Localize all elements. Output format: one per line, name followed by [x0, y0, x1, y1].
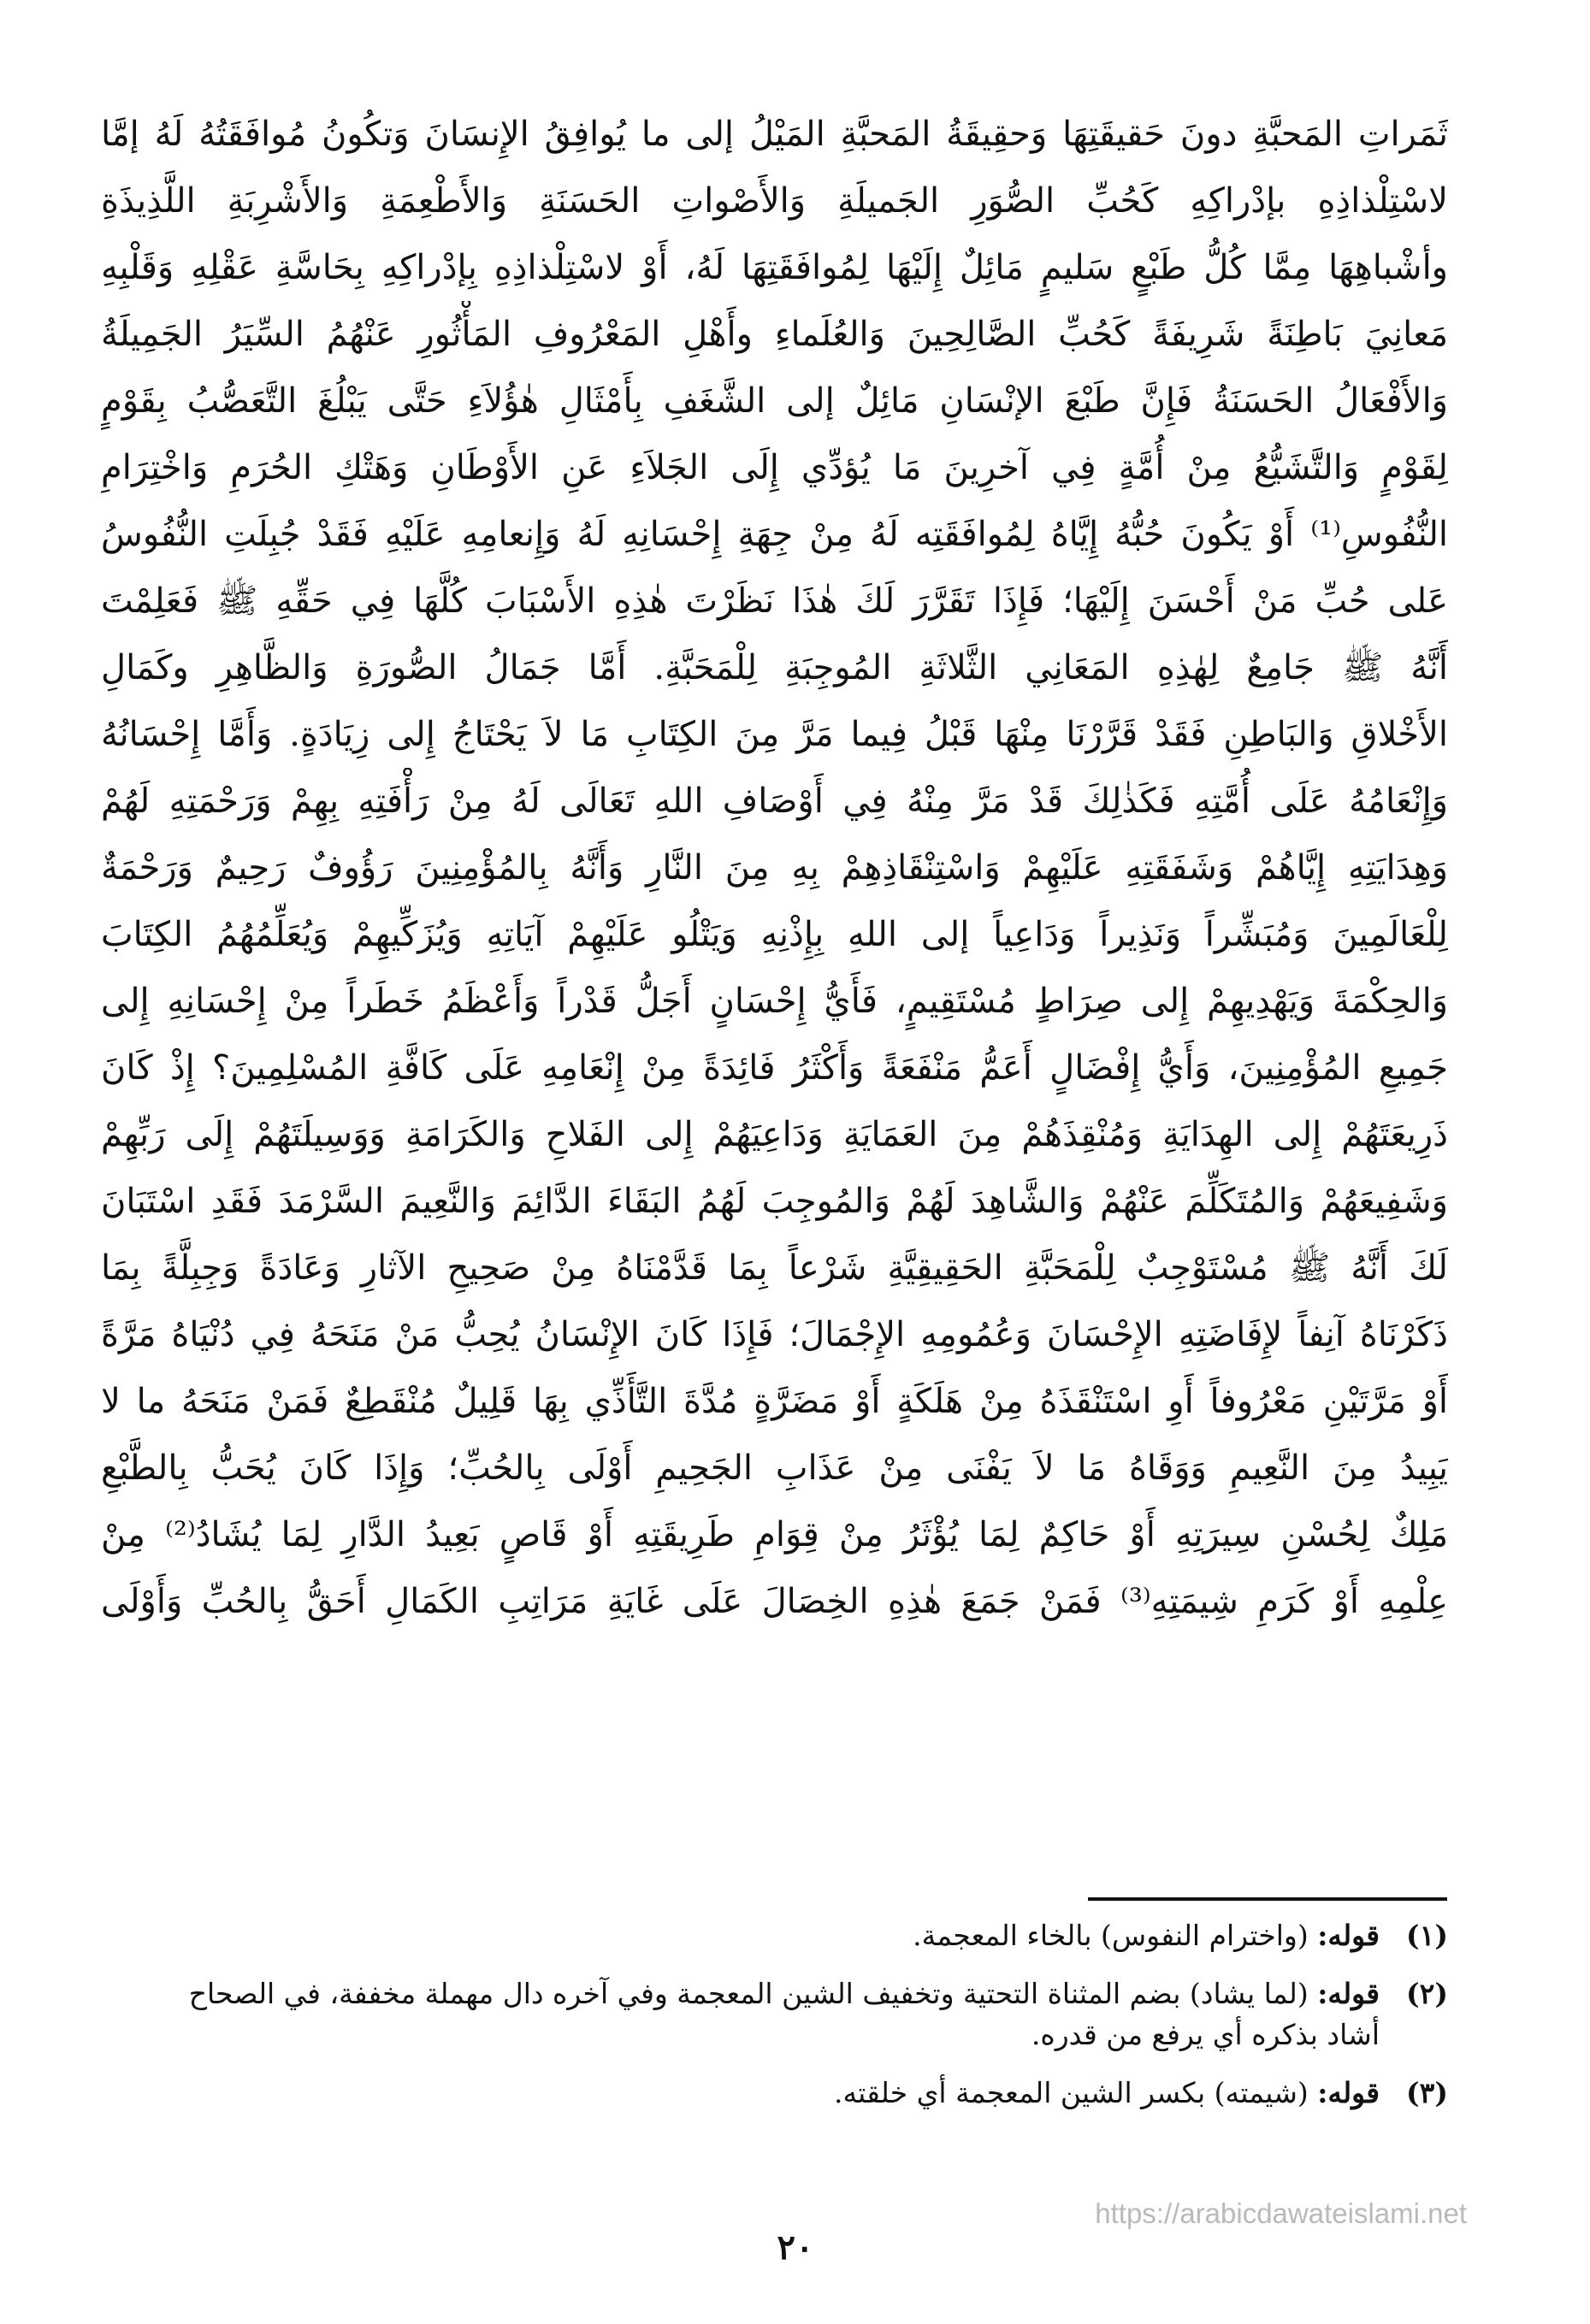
text-line: وَإِنْعَامُهُ عَلَى أُمَّتِهِ فَكَذٰلِكَ قَدْ مَرَّ مِنْهُ فِي أَوْصَافِ اللهِ تَعَالَى لَهُ مِنْ رَأْفَتِهِ بِهِمْ وَرَحْمَتِهِ لَهُمْ: [101, 782, 1448, 821]
footnote-2: [101, 1973, 1448, 2056]
text-line: لَكَ أَنَّهُ ﷺ مُسْتَوْجِبٌ لِلْمَحَبَّةِ الحَقِيقِيَّةِ شَرْعاً بِمَا قَدَّمْنَاهُ مِنْ صَحِيحِ الآثارِ وَعَادَةً وَجِبِلَّةً بِمَا: [101, 1248, 1448, 1288]
footnote-3: [101, 2073, 1448, 2114]
footnote-divider: [1088, 1897, 1447, 1901]
footnote-line: أشاد بذكره أي يرفع من قدره.: [1031, 2018, 1380, 2051]
text-line: لاسْتِلْذاذِهِ بإدْراكِهِ كَحُبِّ الصُّوَرِ الجَميلَةِ وَالأَصْواتِ الحَسَنَةِ وَالأَطْعِمَةِ وَالأَشْرِبَةِ اللَّذِيذَةِ: [101, 181, 1448, 221]
watermark-url: https://arabicdawateislami.net: [1095, 2197, 1467, 2229]
text-line: عِلْمِهِ أَوْ كَرَمِ شِيمَتِهِ⁽³⁾ فَمَنْ جَمَعَ هٰذِهِ الخِصَالَ عَلَى غَايَةِ مَرَاتِبِ الكَمَالِ أَحَقُّ بِالحُبِّ وَأَوْلَى: [101, 1582, 1448, 1621]
main-text-block: [101, 101, 1448, 1635]
text-line: ثَمَراتِ المَحبَّةِ دونَ حَقيقَتِهَا وَحقِيقَةُ المَحبَّةِ المَيْلُ إلى ما يُوافِقُ الإِنسَانَ وَتكُونُ مُوافَقَتُهُ لَهُ إمَّا: [101, 115, 1448, 154]
footnote-text: (شيمته) بكسر الشين المعجمة أي خلقته.: [833, 2076, 1309, 2109]
text-line: مَعانِيَ بَاطِنَةً شَرِيفَةً كَحُبِّ الصَّالِحِينَ وَالعُلَماءِ وأَهْلِ المَعْرُوفِ المَأْثُورِ عَنْهُمُ السِّيَرُ الجَمِيلَةُ: [101, 315, 1448, 354]
footnote-number: (٢): [1406, 1977, 1448, 2010]
text-line: لِقَوْمٍ وَالتَّشَيُّعُ مِنْ أُمَّةٍ فِي آخرِينَ مَا يُؤدِّي إِلَى الجَلاَءِ عَنِ الأَوْطَانِ وَهَتْكِ الحُرَمِ وَاخْتِرَامِ: [101, 448, 1448, 487]
footnote-lead: قوله:: [1317, 2076, 1380, 2109]
footnote-line: [101, 1973, 1380, 2014]
text-line: لِلْعَالَمِينَ وَمُبَشِّراً وَنَذِيراً وَدَاعِياً إلى اللهِ بِإِذْنِهِ وَيَتْلُو عَلَيْهِمْ آيَاتِهِ وَيُزَكِّيهِمْ وَيُعَلِّمُهُمُ الكِتَابَ: [101, 915, 1448, 954]
text-line: جَمِيعِ المُؤْمِنِينَ، وَأَيُّ إِفْضَالٍ أَعَمُّ مَنْفَعَةً وَأَكْثَرُ فَائِدَةً مِنْ إِنْعَامِهِ عَلَى كَافَّةِ المُسْلِمِينَ؟ إِذْ كَانَ: [101, 1048, 1448, 1088]
footnote-lead: قوله:: [1317, 1977, 1380, 2010]
footnote-number: (٣): [1406, 2076, 1448, 2109]
text-line: وأشْباهِهَا مِمَّا كُلُّ طَبْعٍ سَليمٍ مَائِلٌ إِلَيْهَا لِمُوافَقَتِهَا لَهُ، أَوْ لاسْتِلْذاذِهِ بِإدْراكِهِ بِحَاسَّةِ عَقْلِهِ وَقَلْبِهِ: [101, 248, 1448, 287]
page-number: ٢٠: [777, 2227, 814, 2268]
text-line: ذَكَرْنَاهُ آنِفاً لإِفَاضَتِهِ الإِحْسَانَ وَعُمُومِهِ الإِجْمَالَ؛ فَإِذَا كَانَ الإِنْسَانُ يُحِبُّ مَنْ مَنَحَهُ فِي دُنْيَاهُ مَرَّةً: [101, 1315, 1448, 1354]
footnote-line: [101, 2073, 1380, 2114]
text-line: النُّفُوسِ⁽¹⁾ أَوْ يَكُونَ حُبُّهُ إِيَّاهُ لِمُوافَقَتِه لَهُ مِنْ جِهَةِ إِحْسَانِهِ لَهُ وَإِنعامِهِ عَلَيْهِ فَقَدْ جُبِلَتِ النُّفُوسُ: [101, 515, 1448, 554]
footnote-text: (واخترام النفوس) بالخاء المعجمة.: [913, 1919, 1309, 1952]
text-line: وَشَفِيعَهُمْ وَالمُتَكَلِّمَ عَنْهُمْ وَالشَّاهِدَ لَهُمْ وَالمُوجِبَ لَهُمُ البَقَاءَ الدَّائِمَ وَالنَّعِيمَ السَّرْمَدَ فَقَدِ اسْتَبَانَ: [101, 1182, 1448, 1221]
text-line: وَهِدَايَتِهِ إِيَّاهُمْ وَشَفَقَتِهِ عَلَيْهِمْ وَاسْتِنْقَاذِهِمْ بِهِ مِنَ النَّارِ وَأَنَّهُ بِالمُؤْمِنِينَ رَؤُوفٌ رَحِيمٌ وَرَحْمَةٌ: [101, 848, 1448, 888]
text-line: أَنَّهُ ﷺ جَامِعٌ لِهٰذِهِ المَعَانِي الثَّلاثَةِ المُوجِبَةِ لِلْمَحَبَّةِ. أَمَّا جَمَالُ الصُّورَةِ وَالظَّاهِرِ وكَمَالِ: [101, 648, 1448, 687]
text-line: يَبِيدُ مِنَ النَّعِيمِ وَوَقَاهُ مَا لاَ يَفْنَى مِنْ عَذَابِ الجَحِيمِ أَوْلَى بِالحُبِّ؛ وَإِذَا كَانَ يُحَبُّ بِالطَّبْعِ: [101, 1448, 1448, 1488]
footnote-line: [101, 1915, 1380, 1956]
footnote-1: [101, 1915, 1448, 1956]
footnote-number: (١): [1406, 1919, 1448, 1952]
text-line: وَالأَفْعَالُ الحَسَنَةُ فَإِنَّ طَبْعَ الإنْسَانِ مَائِلٌ إلى الشَّغَفِ بِأَمْثَالِ هٰؤُلاَءِ حَتَّى يَبْلُغَ التَّعَصُّبُ بِقَوْمٍ: [101, 381, 1448, 421]
text-line: الأَخْلاقِ وَالبَاطِنِ فَقَدْ قَرَّرْنَا مِنْهَا قَبْلُ فِيما مَرَّ مِنَ الكِتَابِ مَا لاَ يَحْتَاجُ إِلى زِيَادَةٍ. وَأَمَّا إِحْسَانُهُ: [101, 715, 1448, 754]
footnote-text: (لما يشاد) بضم المثناة التحتية وتخفيف الشين المعجمة وفي آخره دال مهملة مخففة، في الصحاح: [188, 1977, 1309, 2010]
footnote-body: [101, 1973, 1380, 2056]
text-line: أَوْ مَرَّتَيْنِ مَعْرُوفاً أَوِ اسْتَنْقَذَهُ مِنْ هَلَكَةٍ أَوْ مَضَرَّةٍ مُدَّةَ التَّأَذِّي بِهَا قَلِيلٌ مُنْقَطِعٌ فَمَنْ مَنَحَهُ ما لا: [101, 1382, 1448, 1421]
text-line: مَلِكٌ لِحُسْنِ سِيرَتِهِ أَوْ حَاكِمٌ لِمَا يُؤْثَرُ مِنْ قِوَامِ طَرِيقَتِهِ أَوْ قَاصٍ بَعِيدُ الدَّارِ لِمَا يُشَادُ⁽²⁾ مِنْ: [101, 1515, 1448, 1554]
text-line: وَالحِكْمَةَ وَيَهْدِيهِمْ إِلى صِرَاطٍ مُسْتَقِيمٍ، فَأَيُّ إِحْسَانٍ أَجَلُّ قَدْراً وَأَعْظَمُ خَطَراً مِنْ إِحْسَانِهِ إِلى: [101, 982, 1448, 1021]
text-line: عَلى حُبِّ مَنْ أَحْسَنَ إِلَيْهَا؛ فَإِذَا تَقَرَّرَ لَكَ هٰذَا نَظَرْتَ هٰذِهِ الأَسْبَابَ كُلَّهَا فِي حَقِّهِ ﷺ فَعَلِمْتَ: [101, 581, 1448, 621]
footnotes-section: [101, 1915, 1448, 2131]
footnote-body: [101, 2073, 1380, 2114]
text-line: ذَرِيعَتَهُمْ إِلى الهِدَايَةِ وَمُنْقِذَهُمْ مِنَ العَمَايَةِ وَدَاعِيَهُمْ إِلى الفَلاحِ وَالكَرَامَةِ وَوَسِيلَتَهُمْ إِلَى رَبِّهِمْ: [101, 1115, 1448, 1154]
footnote-lead: قوله:: [1317, 1919, 1380, 1952]
footnote-body: [101, 1915, 1380, 1956]
